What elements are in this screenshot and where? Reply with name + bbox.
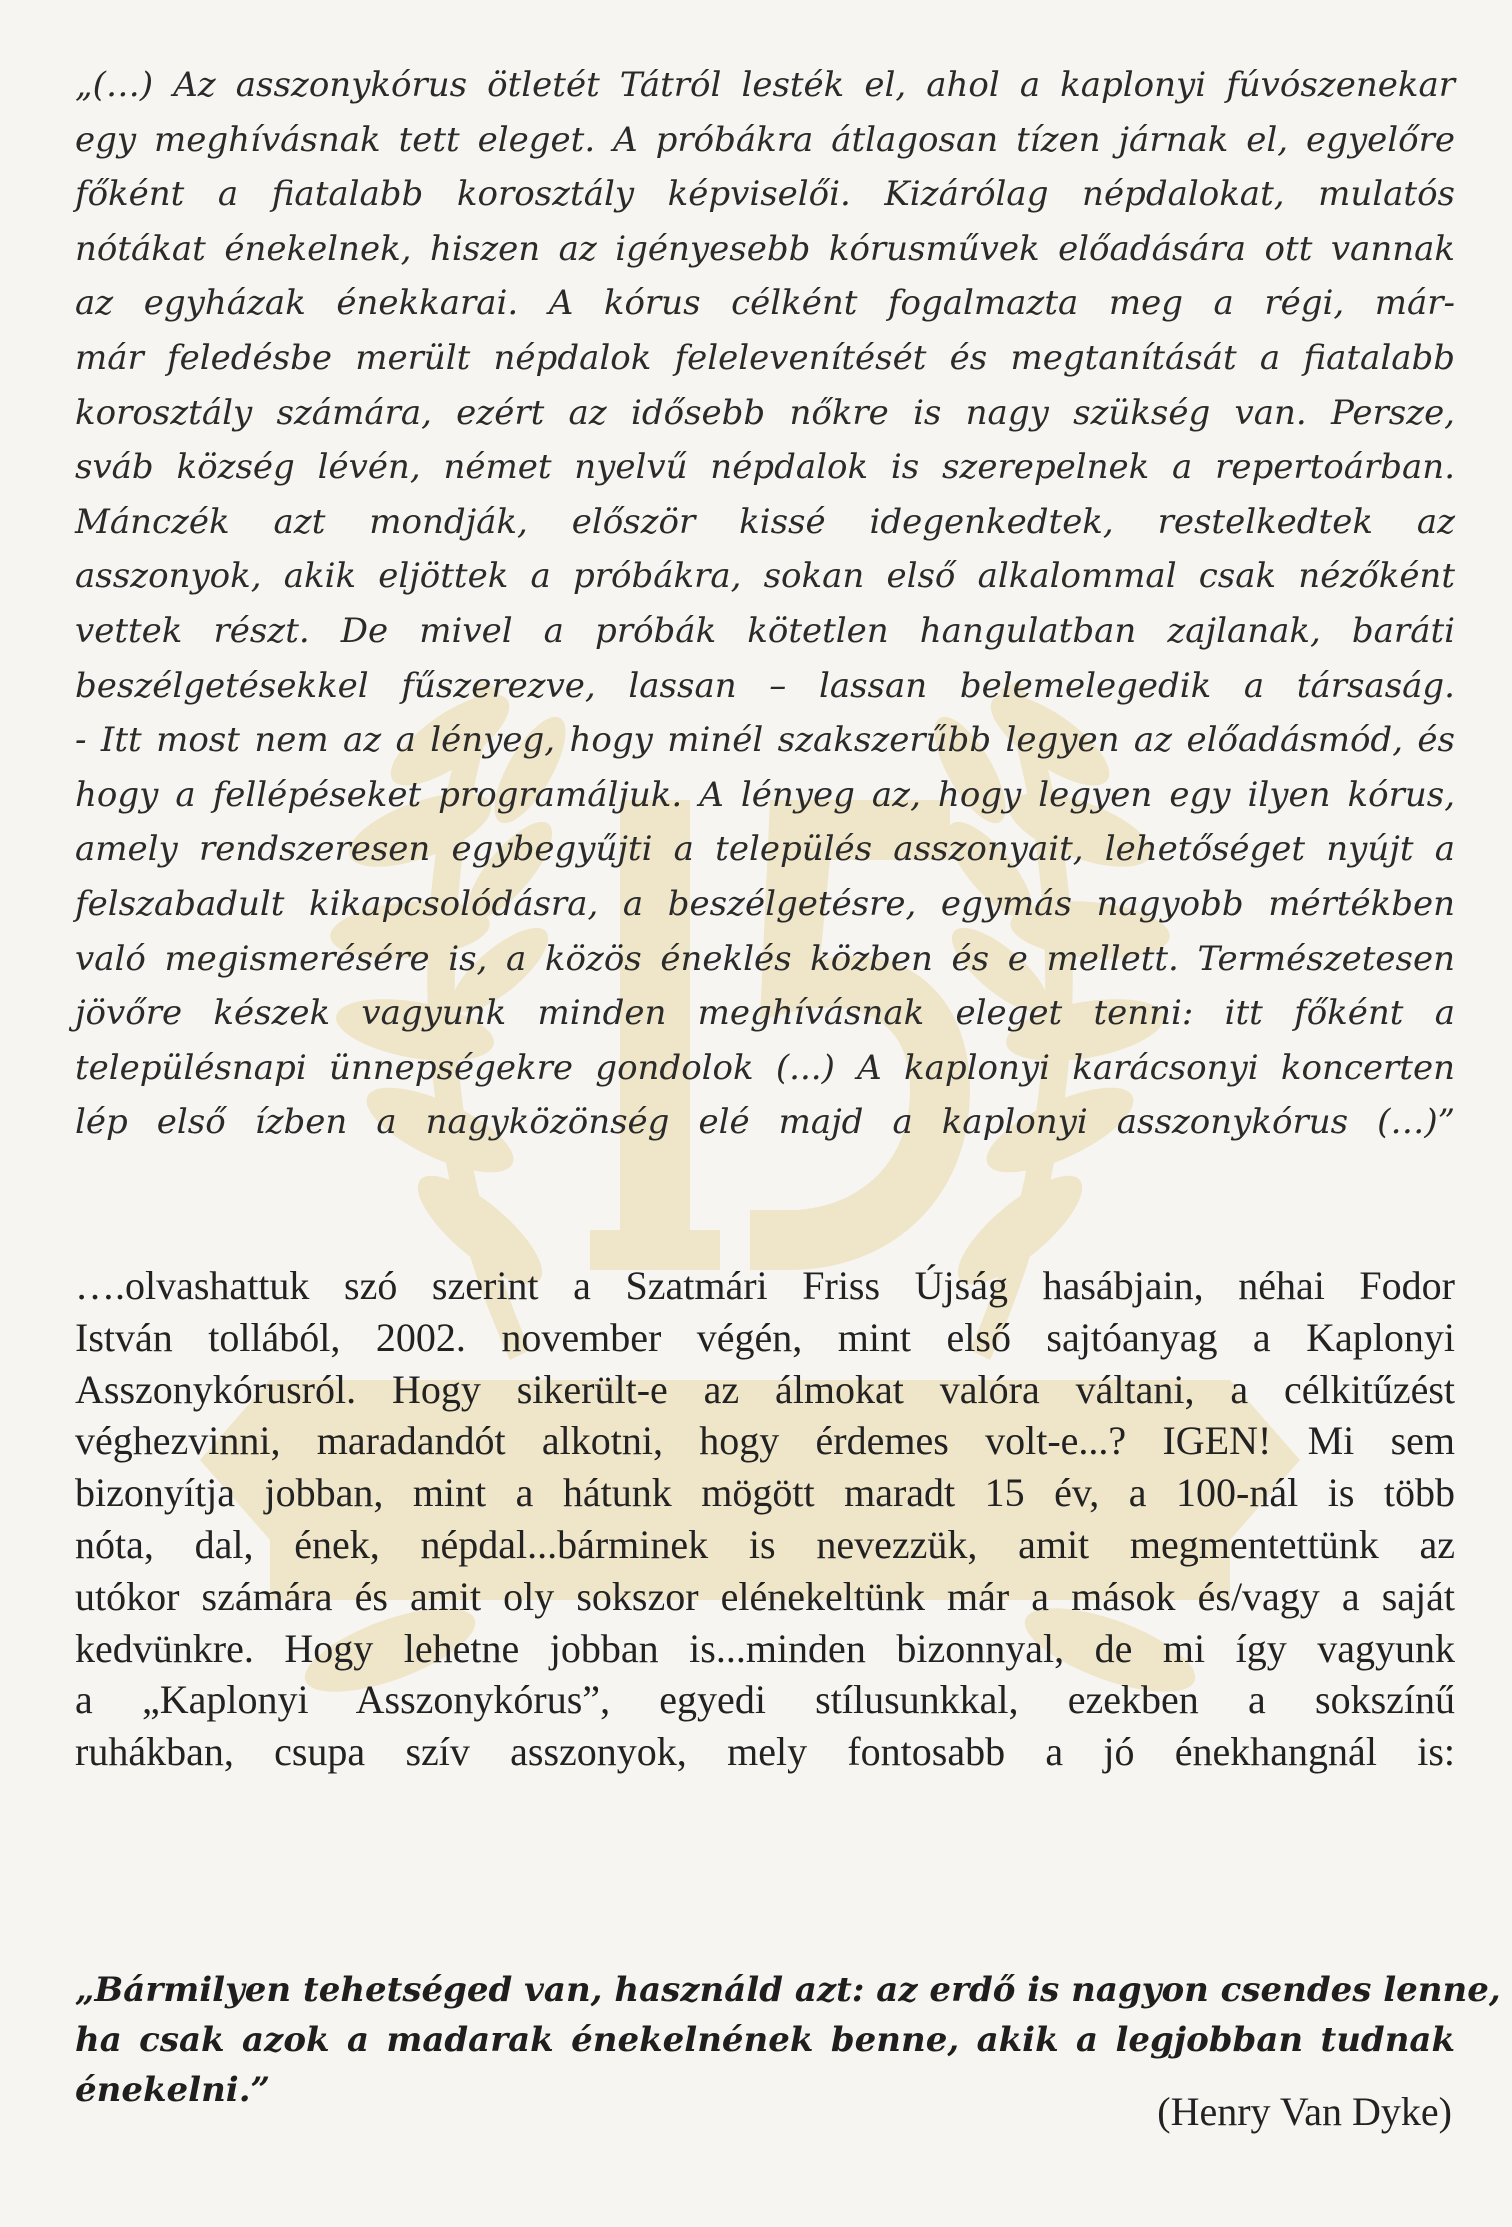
text-line: Mánczék azt mondják, először kissé idegenkedtek, restelkedtek az [75, 501, 1455, 542]
text-line: sváb község lévén, német nyelvű népdalok is szerepelnek a repertoárban. [75, 447, 1455, 488]
text-line: már feledésbe merült népdalok felelevenítését és megtanítását a fiatalabb [75, 337, 1455, 378]
text-line: főként a fiatalabb korosztály képviselői. Kizárólag népdalokat, mulatós [75, 174, 1455, 215]
text-line: beszélgetésekkel fűszerezve, lassan – lassan belemelegedik a társaság. [75, 665, 1455, 706]
text-line: véghezvinni, maradandót alkotni, hogy érdemes volt-e...? IGEN! Mi sem [75, 1418, 1455, 1464]
text-line: amely rendszeresen egybegyűjti a település asszonyait, lehetőséget nyújt a [75, 829, 1455, 870]
newspaper-quote [75, 58, 1455, 1150]
text-line: asszonyok, akik eljöttek a próbákra, sokan első alkalommal csak nézőként [75, 556, 1455, 597]
text-line: István tollából, 2002. november végén, mint első sajtóanyag a Kaplonyi [75, 1314, 1455, 1360]
text-line: korosztály számára, ezért az idősebb nőkre is nagy szükség van. Persze, [75, 392, 1455, 433]
text-line: „(…) Az asszonykórus ötletét Tátról lesték el, ahol a kaplonyi fúvószenekar [75, 65, 1455, 105]
text-line: utókor számára és amit oly sokszor elénekeltünk már a mások és/vagy a saját [75, 1573, 1455, 1619]
text-line: „Bármilyen tehetséged van, használd azt: az erdő is nagyon csendes lenne, [75, 1970, 1501, 2010]
text-line: az egyházak énekkarai. A kórus célként fogalmazta meg a régi, már- [75, 283, 1455, 324]
text-line: ruhákban, csupa szív asszonyok, mely fontosabb a jó énekhangnál is: [75, 1729, 1455, 1775]
text-line: hogy a fellépéseket programáljuk. A lényeg az, hogy legyen egy ilyen kórus, [75, 774, 1455, 815]
text-line: ha csak azok a madarak énekelnének benne, akik a legjobban tudnak [75, 2020, 1455, 2060]
main-paragraph [75, 1260, 1455, 1778]
text-line: nótákat énekelnek, hiszen az igényesebb kórusművek előadására ott vannak [75, 228, 1455, 269]
text-line: énekelni.” [75, 2070, 271, 2110]
text-line: nóta, dal, ének, népdal...bárminek is nevezzük, amit megmentettünk az [75, 1521, 1455, 1567]
text-line: egy meghívásnak tett eleget. A próbákra átlagosan tízen járnak el, egyelőre [75, 119, 1455, 160]
text-line: való megismerésére is, a közös éneklés közben és e mellett. Természetesen [75, 938, 1455, 979]
text-line: kedvünkre. Hogy lehetne jobban is...minden bizonnyal, de mi így vagyunk [75, 1625, 1455, 1671]
text-line: jövőre készek vagyunk minden meghívásnak eleget tenni: itt főként a [75, 993, 1455, 1034]
text-line: Asszonykórusról. Hogy sikerült-e az álmokat valóra váltani, a célkitűzést [75, 1366, 1455, 1412]
quote-author: (Henry Van Dyke) [1157, 2089, 1452, 2134]
text-line: ….olvashattuk szó szerint a Szatmári Friss Újság hasábjain, néhai Fodor [75, 1263, 1455, 1308]
text-line: felszabadult kikapcsolódásra, a beszélgetésre, egymás nagyobb mértékben [75, 883, 1455, 924]
text-line: - Itt most nem az a lényeg, hogy minél szakszerűbb legyen az előadásmód, és [75, 720, 1455, 761]
text-line: vettek részt. De mivel a próbák kötetlen hangulatban zajlanak, baráti [75, 610, 1455, 651]
text-line: bizonyítja jobban, mint a hátunk mögött maradt 15 év, a 100-nál is több [75, 1470, 1455, 1516]
text-line: településnapi ünnepségekre gondolok (...) A kaplonyi karácsonyi koncerten [75, 1047, 1455, 1088]
text-line: lép első ízben a nagyközönség elé majd a kaplonyi asszonykórus (…)” [75, 1102, 1455, 1143]
text-line: a „Kaplonyi Asszonykórus”, egyedi stílusunkkal, ezekben a sokszínű [75, 1677, 1455, 1723]
